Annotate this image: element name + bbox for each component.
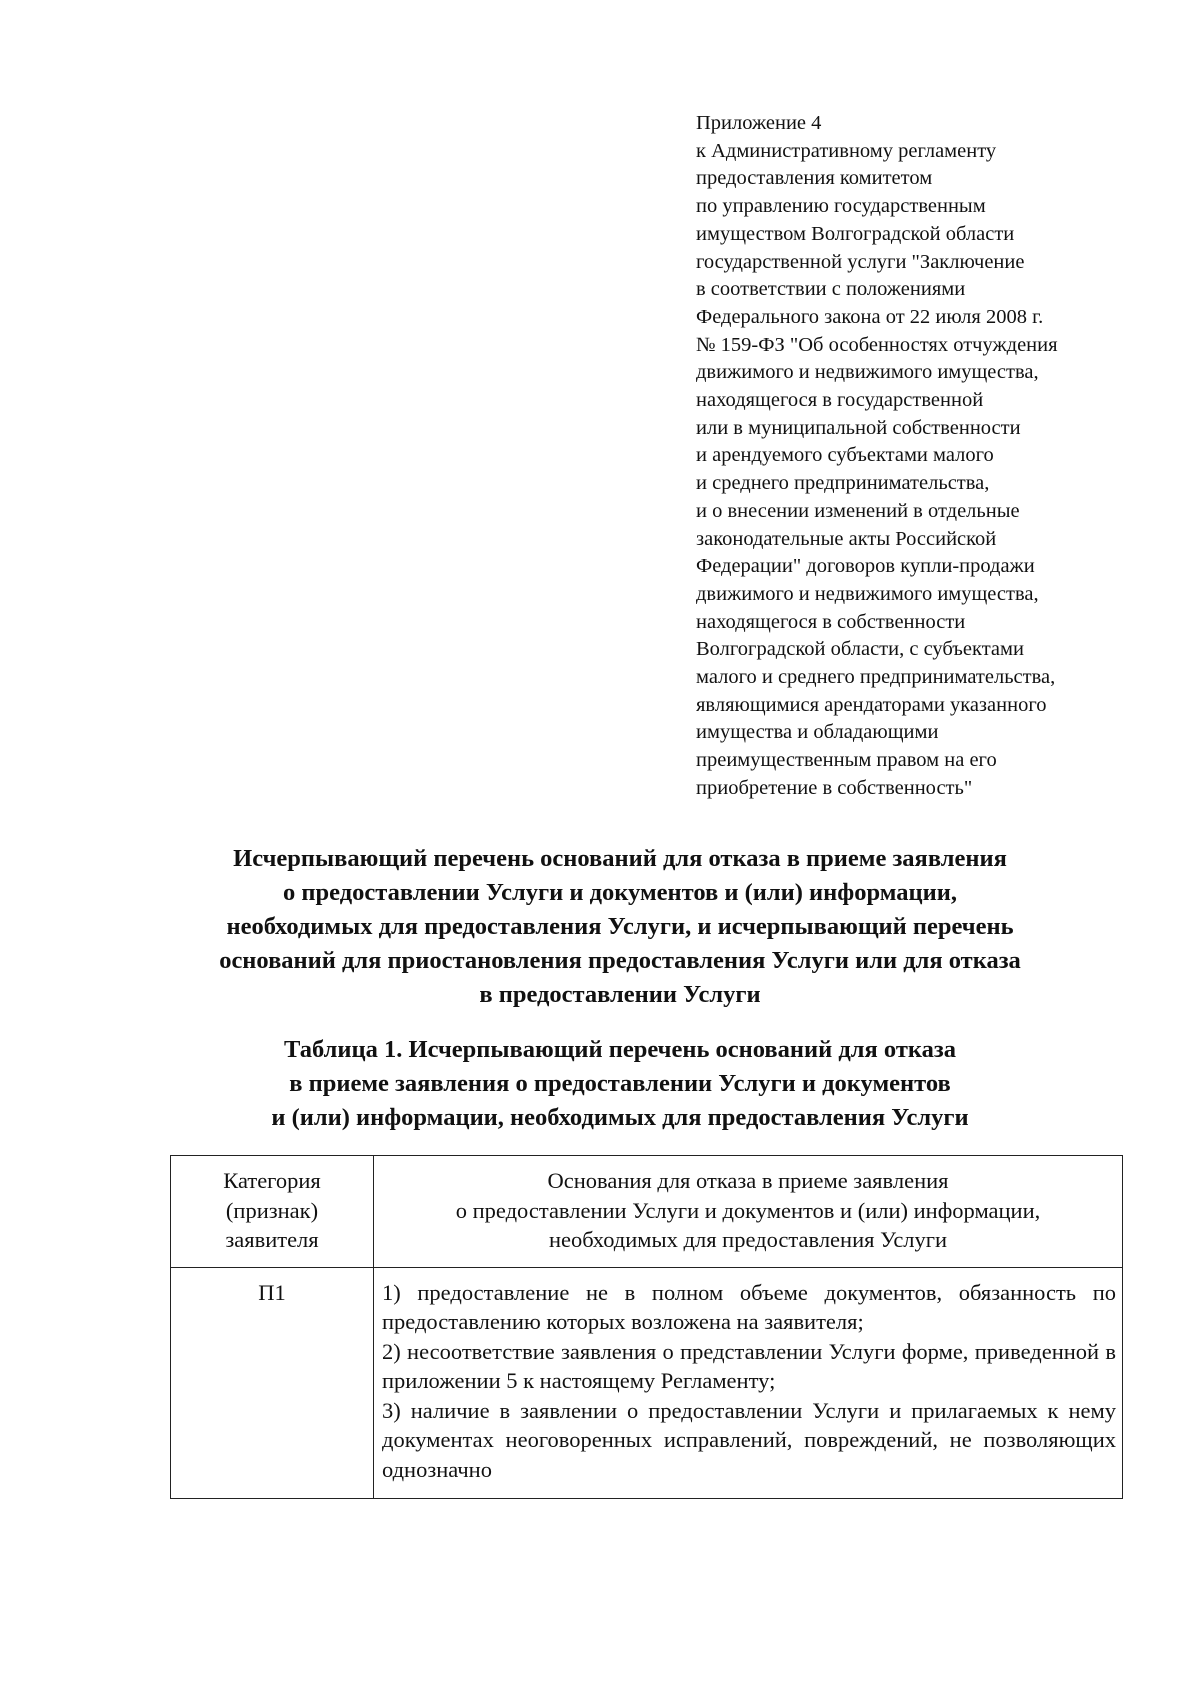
appendix-line: № 159-ФЗ "Об особенностях отчуждения xyxy=(696,333,1058,356)
appendix-line: Волгоградской области, с субъектами xyxy=(696,638,1024,661)
heading-line: оснований для приостановления предоставления Услуги или для отказа xyxy=(219,947,1021,974)
appendix-line: малого и среднего предпринимательства, xyxy=(696,666,1056,689)
header-grounds xyxy=(374,1156,1123,1268)
header-category-line: заявителя xyxy=(225,1227,319,1252)
ground-item: 1) предоставление не в полном объеме документов, обязанность по предоставлению которых возложена на заявителя; xyxy=(382,1279,1116,1334)
appendix-line: или в муниципальной собственности xyxy=(696,416,1021,439)
appendix-line: предоставления комитетом xyxy=(696,167,933,190)
appendix-line: Приложение 4 xyxy=(696,112,822,134)
header-category xyxy=(171,1156,374,1268)
appendix-line: находящегося в государственной xyxy=(696,389,984,412)
refusal-grounds-table xyxy=(170,1155,1123,1499)
appendix-line: и о внесении изменений в отдельные xyxy=(696,499,1020,522)
header-grounds-line: необходимых для предоставления Услуги xyxy=(548,1227,948,1252)
header-grounds-line: Основания для отказа в приеме заявления xyxy=(547,1168,949,1193)
appendix-line: к Административному регламенту xyxy=(696,139,997,162)
appendix-line: находящегося в собственности xyxy=(696,610,966,633)
heading-line: о предоставлении Услуги и документов и (или) информации, xyxy=(283,879,957,906)
ground-item: 3) наличие в заявлении о предоставлении Услуги и прилагаемых к нему документах неоговоренных исправлений, повреждений, не позволяющих однозначно xyxy=(382,1397,1116,1482)
table-title-line: Таблица 1. Исчерпывающий перечень оснований для отказа xyxy=(284,1036,956,1063)
appendix-line: и среднего предпринимательства, xyxy=(696,472,990,495)
appendix-line: движимого и недвижимого имущества, xyxy=(696,582,1039,605)
appendix-line: и арендуемого субъектами малого xyxy=(696,444,994,467)
heading-line: Исчерпывающий перечень оснований для отказа в приеме заявления xyxy=(233,845,1007,872)
appendix-line: имущества и обладающими xyxy=(696,721,939,744)
heading-line: необходимых для предоставления Услуги, и исчерпывающий перечень xyxy=(226,913,1014,940)
appendix-line: законодательные акты Российской xyxy=(696,527,997,550)
appendix-line: Федерального закона от 22 июля 2008 г. xyxy=(696,305,1044,328)
header-category-line: (признак) xyxy=(225,1197,319,1223)
appendix-line: приобретение в собственность" xyxy=(696,776,973,799)
table-title-line: в приеме заявления о предоставлении Услуги и документов xyxy=(289,1070,951,1097)
appendix-line: являющимися арендаторами указанного xyxy=(696,693,1047,716)
ground-item: 2) несоответствие заявления о представлении Услуги форме, приведенной в приложении 5 к настоящему Регламенту; xyxy=(382,1338,1116,1393)
appendix-line: преимущественным правом на его xyxy=(696,749,997,772)
table-title xyxy=(120,1033,1120,1135)
heading-line: в предоставлении Услуги xyxy=(479,981,761,1008)
appendix-block xyxy=(696,110,1166,803)
header-grounds-line: о предоставлении Услуги и документов и (или) информации, xyxy=(455,1197,1041,1223)
document-heading xyxy=(120,842,1120,1012)
table-row xyxy=(171,1267,1123,1499)
appendix-line: государственной услуги "Заключение xyxy=(696,250,1025,273)
appendix-line: Федерации" договоров купли-продажи xyxy=(696,555,1035,578)
appendix-line: имуществом Волгоградской области xyxy=(696,222,1015,245)
header-category-line: Категория xyxy=(223,1168,321,1193)
table-header-row xyxy=(171,1156,1123,1268)
category-cell: П1 xyxy=(171,1267,374,1499)
table-title-line: и (или) информации, необходимых для предоставления Услуги xyxy=(271,1104,969,1131)
grounds-cell xyxy=(374,1267,1123,1499)
appendix-line: в соответствии с положениями xyxy=(696,278,966,301)
appendix-line: движимого и недвижимого имущества, xyxy=(696,361,1039,384)
appendix-line: по управлению государственным xyxy=(696,195,986,218)
